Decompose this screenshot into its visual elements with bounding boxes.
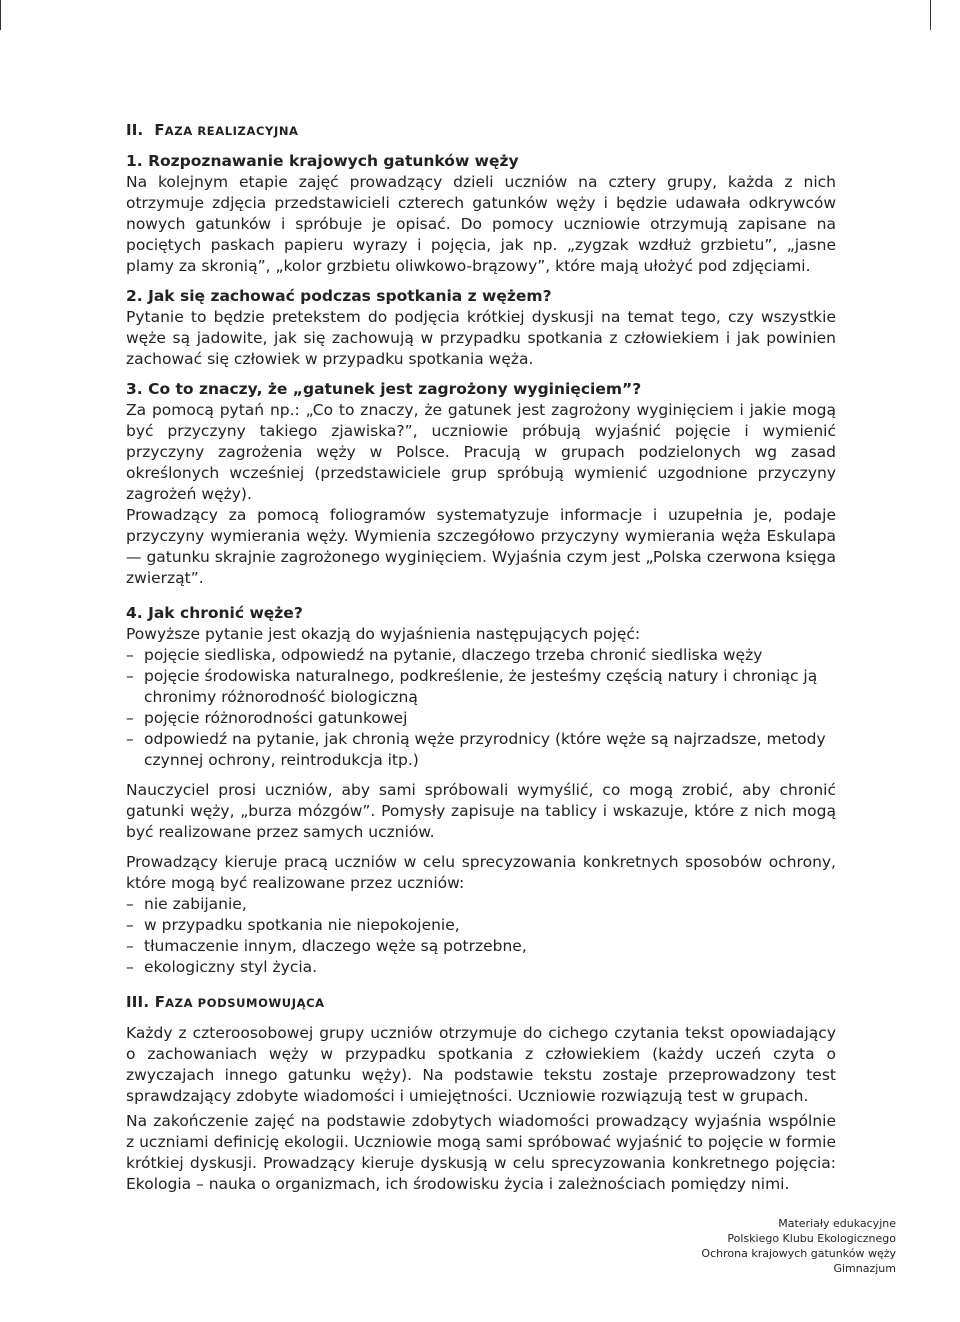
phase-roman: II. <box>126 121 144 139</box>
section-heading-2: 2. Jak się zachować podczas spotkania z wężem? <box>126 287 552 305</box>
list-item: – odpowiedź na pytanie, jak chronią węże przyrodnicy (które węże są najrzadsze, metody czynnej ochrony, reintrodukcja itp.) <box>126 729 836 771</box>
section-3-paragraph-1: Za pomocą pytań np.: „Co to znaczy, że gatunek jest zagrożony wyginięciem i jakie mogą być przyczyny takiego zjawiska?”, uczniowie próbują wyjaśnić pojęcie i wymienić przyczyny zagrożenia węży w Polsce. Pracują w grupach podzielonych wg zasad określonych wcześniej (przedstawiciele grup spróbują wymienić uzgodnione przyczyny zagrożeń węży). <box>126 401 836 503</box>
footer-line: Ochrona krajowych gatunków węży <box>701 1247 896 1260</box>
document-page <box>126 120 836 1195</box>
concept-list <box>126 645 836 771</box>
list-item: – tłumaczenie innym, dlaczego węże są potrzebne, <box>126 936 836 957</box>
list-item: – pojęcie różnorodności gatunkowej <box>126 708 836 729</box>
list-item: – w przypadku spotkania nie niepokojenie, <box>126 915 836 936</box>
summary-paragraph-1: Każdy z czteroosobowej grupy uczniów otrzymuje do cichego czytania tekst opowiadający o zachowaniach węży w przypadku spotkania z człowiekiem (każdy uczeń czyta o zwyczajach innego gatunku węży). Na podstawie tekstu zostaje przeprowadzony test sprawdzający zdobyte wiadomości i umiejętności. Uczniowie rozwiązują test w grupach. <box>126 1024 836 1105</box>
section-1-paragraph: Na kolejnym etapie zajęć prowadzący dzieli uczniów na cztery grupy, każda z nich otrzymuje zdjęcia przedstawicieli czterech gatunków węży i będzie udawała odkrywców nowych gatunków i spróbuje je opisać. Do pomocy uczniowie otrzymują zapisane na pociętych paskach papieru wyrazy i pojęcia, jak np. „zygzak wzdłuż grzbietu”, „jasne plamy za skronią”, „kolor grzbietu oliwkowo-brązowy”, które mają ułożyć pod zdjęciami. <box>126 173 836 275</box>
list-item: – pojęcie środowiska naturalnego, podkreślenie, że jesteśmy częścią natury i chroniąc ją chronimy różnorodność biologiczną <box>126 666 836 708</box>
section-4-intro: Powyższe pytanie jest okazją do wyjaśnienia następujących pojęć: <box>126 625 641 643</box>
crop-mark-right <box>930 0 931 30</box>
crop-mark-left <box>0 0 1 30</box>
phase-roman: III. <box>126 993 150 1011</box>
section-3-paragraph-2: Prowadzący za pomocą foliogramów systematyzuje informacje i uzupełnia je, podaje przyczyny wymierania węży. Wymienia szczegółowo przyczyny wymierania węża Eskulapa — gatunku skrajnie zagrożonego wyginięciem. Wyjaśnia czym jest „Polska czerwona księga zwierząt”. <box>126 506 836 587</box>
summary-paragraph-2: Na zakończenie zajęć na podstawie zdobytych wiadomości prowadzący wyjaśnia wspólnie z uczniami definicję ekologii. Uczniowie mogą sami spróbować wyjaśnić to pojęcie w formie krótkiej dyskusji. Prowadzący kieruje dyskusją w celu sprecyzowania konkretnego pojęcia: Ekologia – nauka o organizmach, ich środowisku życia i zależnościach pomiędzy nimi. <box>126 1112 836 1193</box>
section-4-paragraph-2: Nauczyciel prosi uczniów, aby sami spróbowali wymyślić, co mogą zrobić, aby chronić gatunki węży, „burza mózgów”. Pomysły zapisuje na tablicy i wskazuje, które z nich mogą być realizowane przez samych uczniów. <box>126 781 836 841</box>
phase-title-initial: F <box>154 121 165 139</box>
phase-title-rest: AZA REALIZACYJNA <box>164 124 299 138</box>
section-4-paragraph-3: Prowadzący kieruje pracą uczniów w celu sprecyzowania konkretnych sposobów ochrony, które mogą być realizowane przez uczniów: <box>126 853 836 892</box>
footer-attribution <box>701 1216 896 1276</box>
list-item: – pojęcie siedliska, odpowiedź na pytanie, dlaczego trzeba chronić siedliska węży <box>126 645 836 666</box>
list-item: – nie zabijanie, <box>126 894 836 915</box>
protection-list <box>126 894 836 978</box>
footer-line: Polskiego Klubu Ekologicznego <box>727 1232 896 1245</box>
phase-title-rest: AZA PODSUMOWUJĄCA <box>165 996 325 1010</box>
footer-line: Materiały edukacyjne <box>778 1217 896 1230</box>
section-heading-4: 4. Jak chronić węże? <box>126 604 303 622</box>
phase-heading-summary <box>126 992 836 1014</box>
phase-heading-realization <box>126 120 836 142</box>
footer-line: Gimnazjum <box>833 1262 896 1275</box>
list-item: – ekologiczny styl życia. <box>126 957 836 978</box>
phase-title-initial: F <box>154 993 166 1011</box>
section-heading-1: 1. Rozpoznawanie krajowych gatunków węży <box>126 152 519 170</box>
section-2-paragraph: Pytanie to będzie pretekstem do podjęcia krótkiej dyskusji na temat tego, czy wszystkie węże są jadowite, jak się zachowują w przypadku spotkania z człowiekiem i jak powinien zachować się człowiek w przypadku spotkania węża. <box>126 308 836 368</box>
section-heading-3: 3. Co to znaczy, że „gatunek jest zagrożony wyginięciem”? <box>126 380 642 398</box>
